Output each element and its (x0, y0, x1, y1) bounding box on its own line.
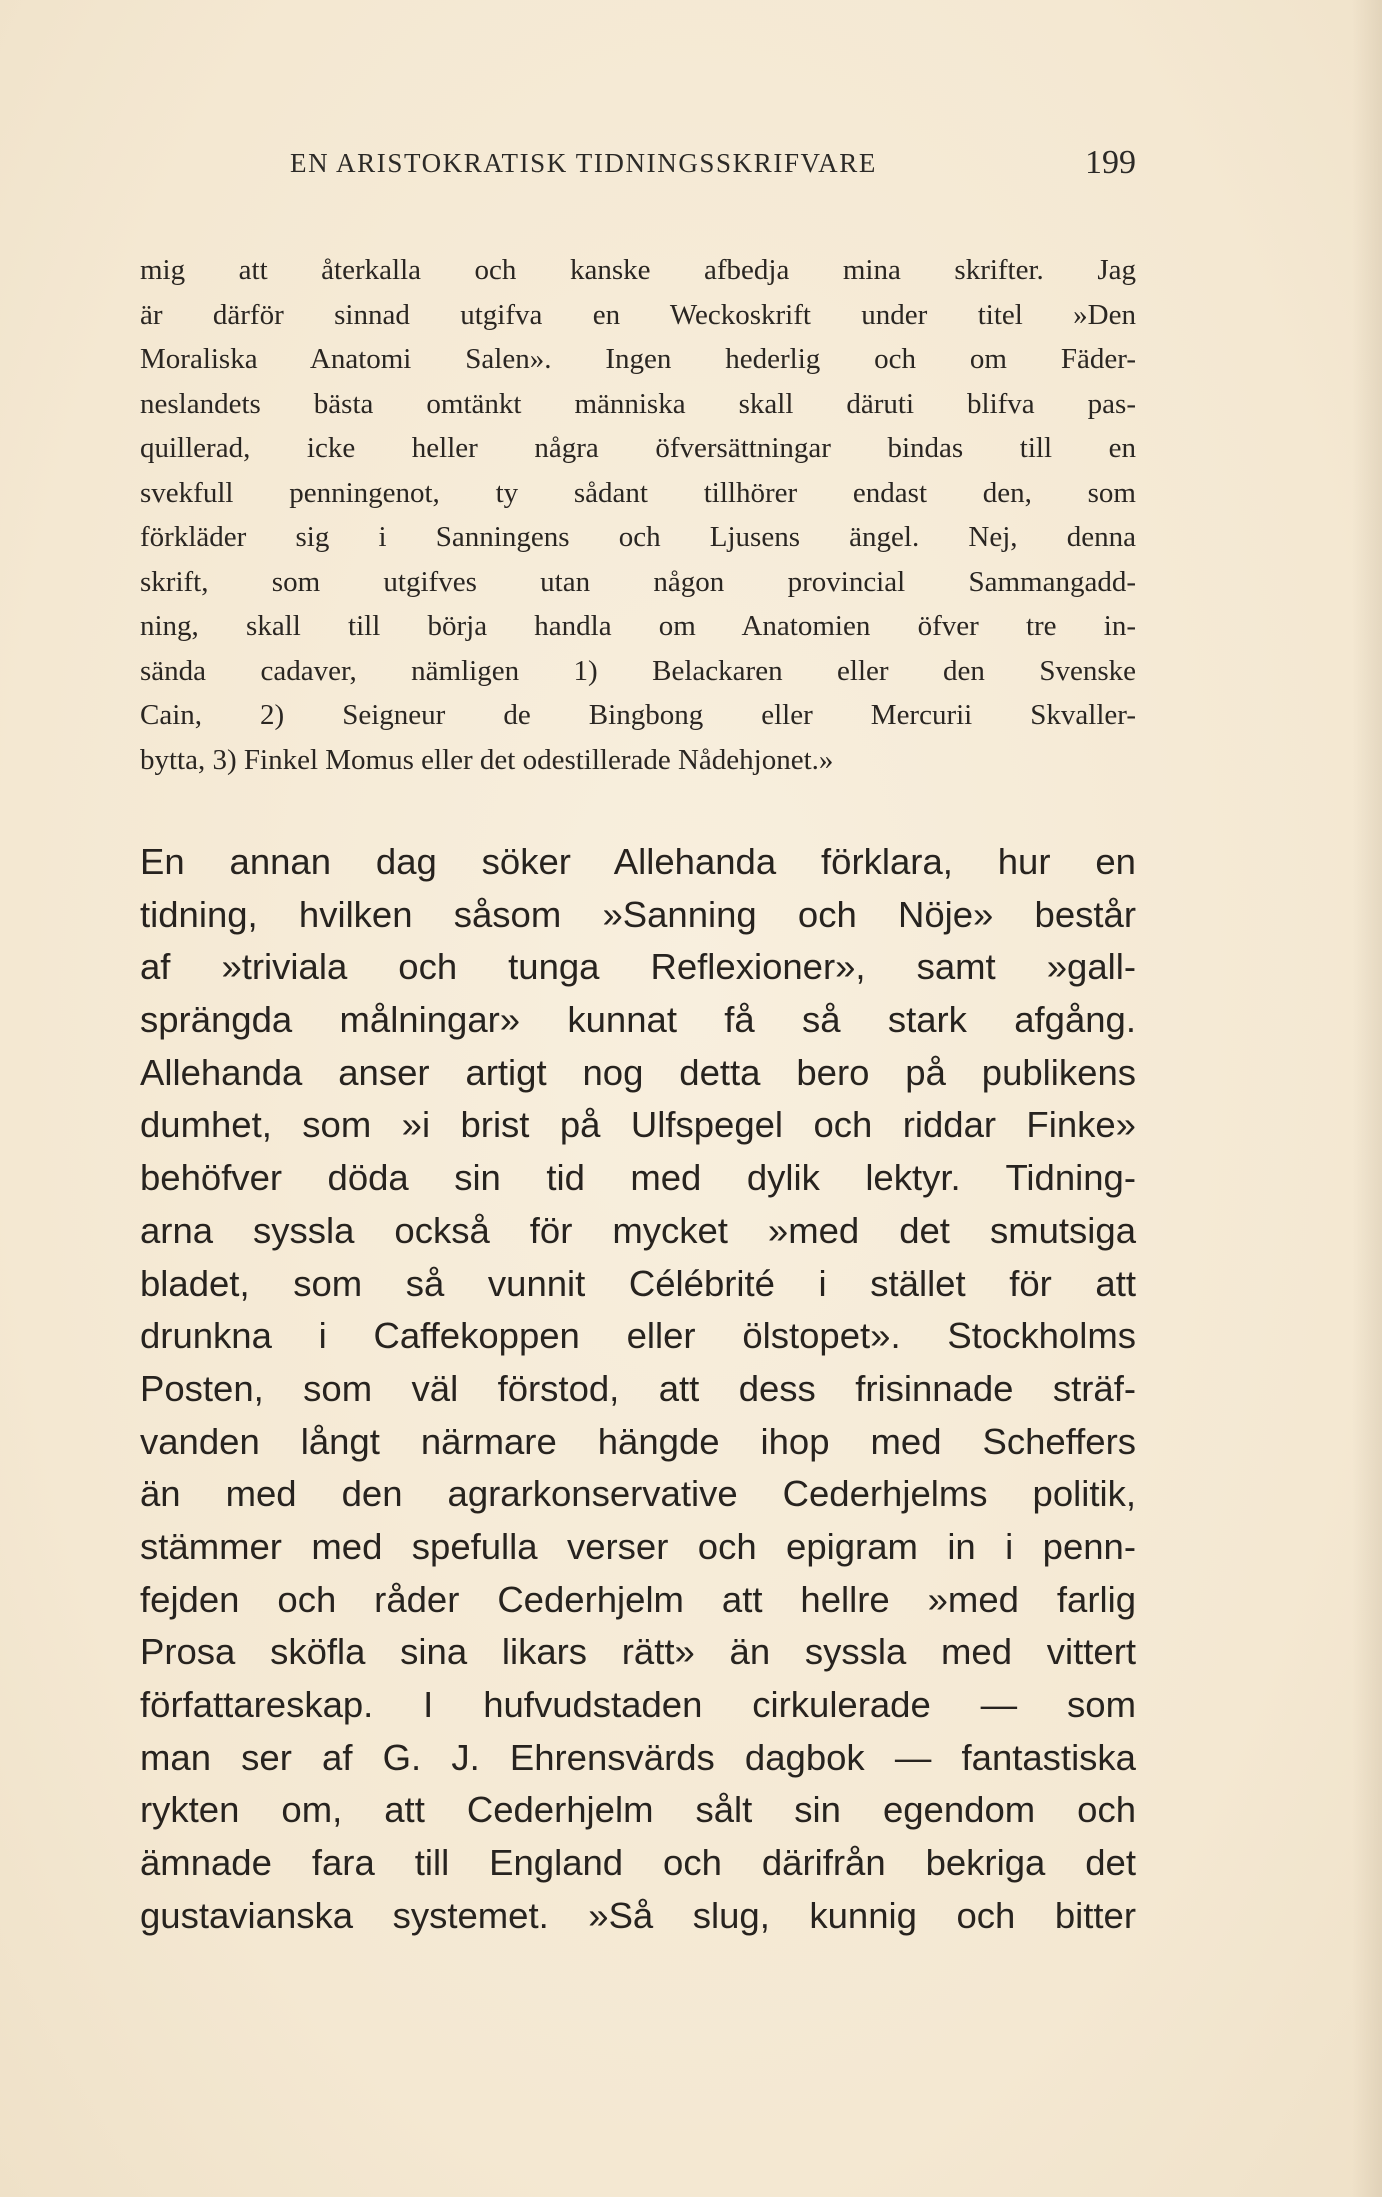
body-line: författareskap. I hufvudstaden cirkulerade — som (140, 1684, 1136, 1725)
body-line: behöfver döda sin tid med dylik lektyr. Tidning- (140, 1157, 1136, 1199)
body-line: Posten, som väl förstod, att dess frisinnade sträf- (140, 1367, 1136, 1409)
body-line: bladet, som så vunnit Célébrité i stället för att (140, 1262, 1136, 1304)
quote-line: Cain, 2) Seigneur de Bingbong eller Mercurii Skvaller- (140, 699, 1136, 731)
body-line: sprängda målningar» kunnat få så stark afgång. (140, 999, 1136, 1041)
body-paragraph (140, 836, 1136, 1942)
quote-line: neslandets bästa omtänkt människa skall däruti blifva pas- (140, 387, 1136, 420)
quote-line: quillerad, icke heller några öfversättningar bindas till en (140, 432, 1136, 464)
page-number: 199 (1085, 144, 1136, 181)
quote-line: svekfull penningenot, ty sådant tillhörer endast den, som (140, 476, 1136, 509)
body-line: dumhet, som »i brist på Ulfspegel och riddar Finke» (140, 1104, 1136, 1146)
body-line: man ser af G. J. Ehrensvärds dagbok — fantastiska (140, 1736, 1136, 1778)
body-line: drunkna i Caffekoppen eller ölstopet». Stockholms (140, 1315, 1136, 1357)
body-line: Prosa sköfla sina likars rätt» än syssla med vittert (140, 1631, 1136, 1673)
body-line: vanden långt närmare hängde ihop med Scheffers (140, 1420, 1136, 1462)
body-line: Allehanda anser artigt nog detta bero på publikens (140, 1051, 1136, 1093)
body-line: rykten om, att Cederhjelm sålt sin egendom och (140, 1789, 1136, 1831)
body-line: arna syssla också för mycket »med det smutsiga (140, 1209, 1136, 1251)
quote-line: skrift, som utgifves utan någon provincial Sammangadd- (140, 565, 1136, 598)
quote-line: Moraliska Anatomi Salen». Ingen hederlig och om Fäder- (140, 343, 1136, 375)
body-line: än med den agrarkonservative Cederhjelms politik, (140, 1473, 1136, 1515)
quote-line: mig att återkalla och kanske afbedja mina skrifter. Jag (140, 254, 1136, 286)
quote-line-last: bytta, 3) Finkel Momus eller det odestillerade Nådehjonet.» (140, 743, 834, 776)
quote-line: ning, skall till börja handla om Anatomien öfver tre in- (140, 610, 1136, 642)
body-line: En annan dag söker Allehanda förklara, hur en (140, 841, 1136, 882)
quote-line: sända cadaver, nämligen 1) Belackaren eller den Svenske (140, 654, 1136, 687)
quote-line: förkläder sig i Sanningens och Ljusens ängel. Nej, denna (140, 521, 1136, 553)
page-edge-shadow (1352, 0, 1382, 2197)
body-line: gustavianska systemet. »Så slug, kunnig och bitter (140, 1894, 1136, 1936)
quote-line: är därför sinnad utgifva en Weckoskrift under titel »Den (140, 298, 1136, 331)
page-header (290, 144, 1136, 188)
running-title: EN ARISTOKRATISK TIDNINGSSKRIFVARE (290, 148, 877, 178)
body-line: stämmer med spefulla verser och epigram in i penn- (140, 1525, 1136, 1567)
body-line: fejden och råder Cederhjelm att hellre »med farlig (140, 1578, 1136, 1620)
quoted-passage (140, 248, 1136, 782)
body-line: af »triviala och tunga Reflexioner», samt »gall- (140, 946, 1136, 988)
body-line: tidning, hvilken såsom »Sanning och Nöje» består (140, 893, 1136, 935)
body-line: ämnade fara till England och därifrån bekriga det (140, 1842, 1136, 1884)
